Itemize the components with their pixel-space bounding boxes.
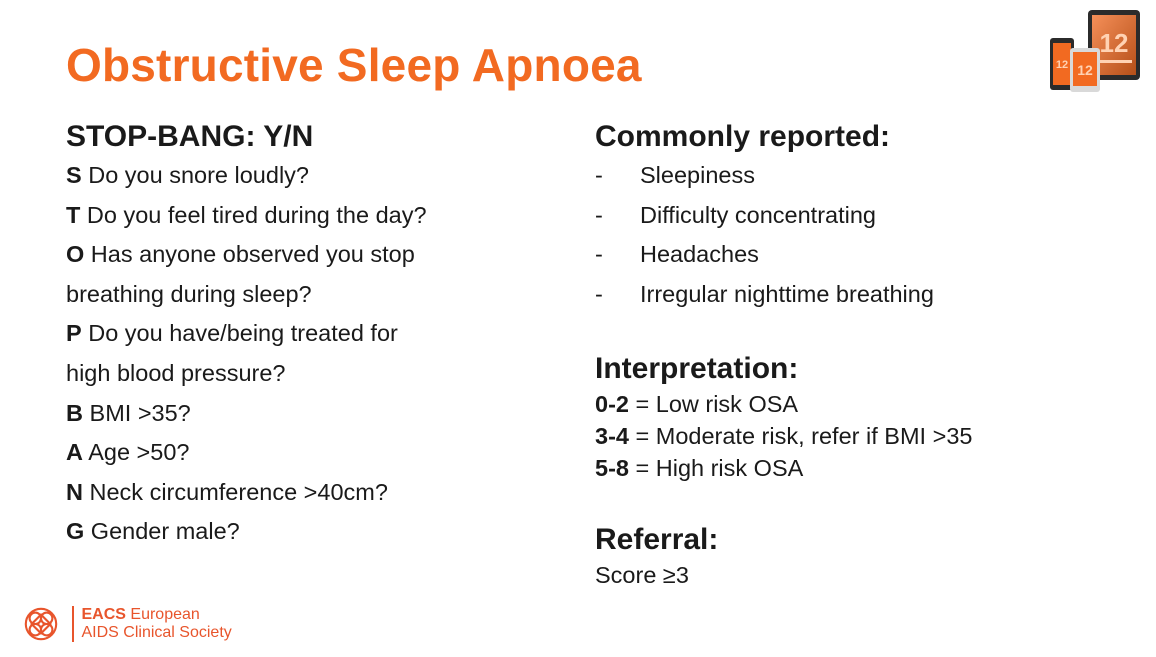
stopbang-letter: T [66,201,81,228]
svg-text:12: 12 [1099,28,1129,58]
interpretation-item [595,452,1115,484]
referral-section [595,521,1115,591]
list-item [595,275,1115,315]
svg-text:12: 12 [1077,62,1093,78]
stopbang-question: breathing during sleep? [66,280,312,307]
stopbang-item [66,433,566,473]
list-item [595,156,1115,196]
score-range: 5-8 [595,455,629,482]
symptom-text: Headaches [640,241,759,268]
org-name-part: European [125,606,200,623]
footer-branding [22,604,232,644]
footer-divider [72,606,74,642]
commonly-reported-heading: Commonly reported: [595,120,891,153]
stopbang-item [66,235,566,275]
list-item [595,196,1115,236]
referral-text: Score ≥3 [595,562,689,589]
page-title: Obstructive Sleep Apnoea [66,39,642,91]
org-abbreviation: EACS [81,606,126,623]
stopbang-question: Has anyone observed you stop [84,241,415,268]
stopbang-section [66,118,566,552]
interpretation-item [595,420,1115,452]
stopbang-question: BMI >35? [82,399,191,426]
right-column [595,118,1115,591]
stopbang-heading: STOP-BANG: Y/N [66,120,314,153]
referral-heading: Referral: [595,523,719,557]
symptom-text: Irregular nighttime breathing [640,280,934,307]
guidelines-devices-icon [1050,8,1142,94]
stopbang-letter: N [66,478,83,505]
stopbang-item [66,394,566,434]
dash-bullet: - [595,280,603,307]
stopbang-item [66,156,566,196]
stopbang-letter: A [66,439,83,466]
footer-text [82,606,232,642]
interpretation-section [595,350,1115,484]
stopbang-question: Age >50? [82,439,190,466]
interpretation-item [595,388,1115,420]
stopbang-question: Do you have/being treated for [81,320,398,347]
list-item [595,235,1115,275]
stopbang-item [66,473,566,513]
stopbang-question: high blood pressure? [66,359,286,386]
risk-text: = High risk OSA [628,455,804,482]
stopbang-item [66,196,566,236]
stopbang-item [66,314,566,354]
interpretation-list [595,388,1115,484]
stopbang-question: Neck circumference >40cm? [82,478,388,505]
symptom-text: Sleepiness [640,162,755,188]
stopbang-letter: B [66,399,83,426]
risk-text: = Low risk OSA [628,391,799,418]
eacs-knot-logo-icon [22,605,60,643]
stopbang-question: Do you snore loudly? [81,162,309,188]
stopbang-item [66,275,566,315]
footer-line-2: AIDS Clinical Society [81,624,232,641]
dash-bullet: - [595,201,603,228]
stopbang-letter: S [66,162,82,188]
stopbang-item [66,512,566,552]
stopbang-question: Gender male? [84,518,240,545]
interpretation-heading: Interpretation: [595,352,799,386]
stopbang-letter: O [66,241,85,268]
stopbang-question: Do you feel tired during the day? [80,201,427,228]
stopbang-letter: P [66,320,82,347]
footer-line-1 [82,606,232,624]
score-range: 3-4 [595,423,629,450]
stopbang-item [66,354,566,394]
risk-text: = Moderate risk, refer if BMI >35 [628,423,973,450]
stopbang-letter: G [66,518,85,545]
stopbang-list [66,156,566,552]
score-range: 0-2 [595,391,629,418]
symptom-text: Difficulty concentrating [640,201,876,228]
dash-bullet: - [595,162,603,188]
svg-text:12: 12 [1055,59,1069,71]
commonly-reported-list [595,156,1115,314]
dash-bullet: - [595,241,603,268]
